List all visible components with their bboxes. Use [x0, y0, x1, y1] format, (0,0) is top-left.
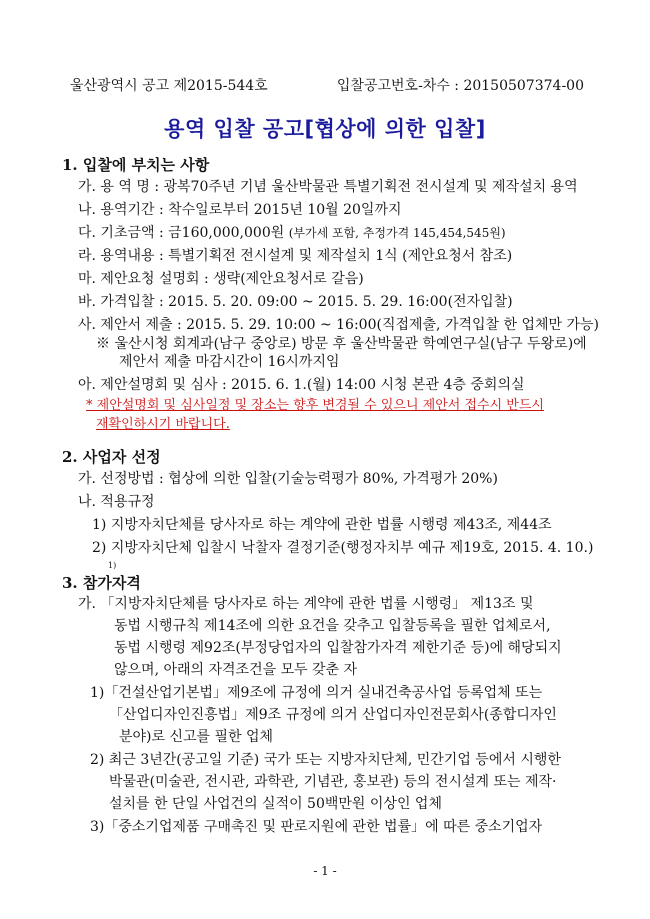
schedule-change-notice-2: 재확인하시기 바랍니다. — [96, 417, 230, 432]
price-bidding: 바. 가격입찰 : 2015. 5. 20. 09:00 ~ 2015. 5. 29. 16:00(전자입찰) — [78, 294, 513, 310]
qualification-item-2-cont: 설치를 한 단일 사업건의 실적이 50백만원 이상인 업체 — [109, 796, 442, 812]
service-content: 라. 용역내용 : 특별기획전 전시설계 및 제작설치 1식 (제안요청서 참조) — [78, 248, 513, 264]
footnote-marker: 1) — [108, 561, 117, 570]
qualification-item-2: 2) 최근 3년간(공고일 기준) 국가 또는 지방자치단체, 민간기업 등에서 시행한 — [90, 752, 561, 768]
base-price-note: (부가세 포함, 추정가격 145,454,545원) — [288, 226, 506, 240]
notice-number: 울산광역시 공고 제2015-544호 — [70, 78, 268, 94]
qualification-item-1-cont: 분야)로 신고를 필한 업체 — [119, 729, 274, 745]
rule-2: 2) 지방자치단체 입찰시 낙찰자 결정기준(행정자치부 예규 제19호, 2015. 4. 10.) — [92, 540, 594, 556]
submission-note-1: ※ 울산시청 회계과(남구 중앙로) 방문 후 울산박물관 학예연구실(남구 두왕로)에 — [96, 336, 587, 352]
qualification-line: 않으며, 아래의 자격조건을 모두 갖춘 자 — [114, 662, 358, 678]
schedule-change-notice-1: * 제안설명회 및 심사일정 및 장소는 향후 변경될 수 있으니 제안서 접수시 반드시 — [86, 398, 544, 413]
service-name: 가. 용 역 명 : 광복70주년 기념 울산박물관 특별기획전 전시설계 및 제작설치 용역 — [78, 179, 578, 195]
service-period: 나. 용역기간 : 착수일로부터 2015년 10월 20일까지 — [78, 202, 402, 218]
evaluation-schedule: 아. 제안설명회 및 심사 : 2015. 6. 1.(월) 14:00 시청 본관 4층 중회의실 — [78, 377, 525, 393]
qualification-line: 동법 시행규칙 제14조에 의한 요건을 갖추고 입찰등록을 필한 업체로서, — [114, 618, 551, 634]
base-price: 다. 기초금액 : 금160,000,000원 (부가세 포함, 추정가격 145,454,545원) — [78, 225, 506, 241]
selection-method: 가. 선정방법 : 협상에 의한 입찰(기술능력평가 80%, 가격평가 20%) — [78, 471, 498, 487]
applicable-rules: 나. 적용규정 — [78, 494, 155, 510]
qualification-line: 가. 「지방자치단체를 당사자로 하는 계약에 관한 법률 시행령」 제13조 및 — [78, 596, 534, 612]
page-title: 용역 입찰 공고[협상에 의한 입찰] — [164, 117, 486, 141]
section-1-heading: 1. 입찰에 부치는 사항 — [62, 156, 210, 174]
qualification-item-1: 1)「건설산업기본법」제9조에 규정에 의거 실내건축공사업 등록업체 또는 — [90, 685, 543, 701]
rule-1: 1) 지방자치단체를 당사자로 하는 계약에 관한 법률 시행령 제43조, 제44조 — [92, 517, 552, 533]
section-2-heading: 2. 사업자 선정 — [62, 448, 161, 466]
page-number: - 1 - — [313, 864, 337, 878]
proposal-briefing: 마. 제안요청 설명회 : 생략(제안요청서로 갈음) — [78, 271, 364, 287]
proposal-submission: 사. 제안서 제출 : 2015. 5. 29. 10:00 ~ 16:00(직접제출, 가격입찰 한 업체만 가능) — [78, 317, 599, 333]
bid-number: 입찰공고번호-차수 : 20150507374-00 — [336, 78, 584, 94]
section-3-heading: 3. 참가자격 — [62, 574, 141, 592]
qualification-item-2-cont: 박물관(미술관, 전시관, 과학관, 기념관, 홍보관) 등의 전시설계 또는 제작· — [109, 774, 557, 790]
qualification-item-1-cont: 「산업디자인진흥법」제9조 규정에 의거 산업디자인전문회사(종합디자인 — [109, 707, 557, 723]
qualification-line: 동법 시행령 제92조(부정당업자의 입찰참가자격 제한기준 등)에 해당되지 — [114, 640, 562, 656]
qualification-item-3: 3)「중소기업제품 구매촉진 및 판로지원에 관한 법률」에 따른 중소기업자 — [90, 819, 543, 835]
submission-note-2: 제안서 제출 마감시간이 16시까지임 — [119, 354, 340, 370]
